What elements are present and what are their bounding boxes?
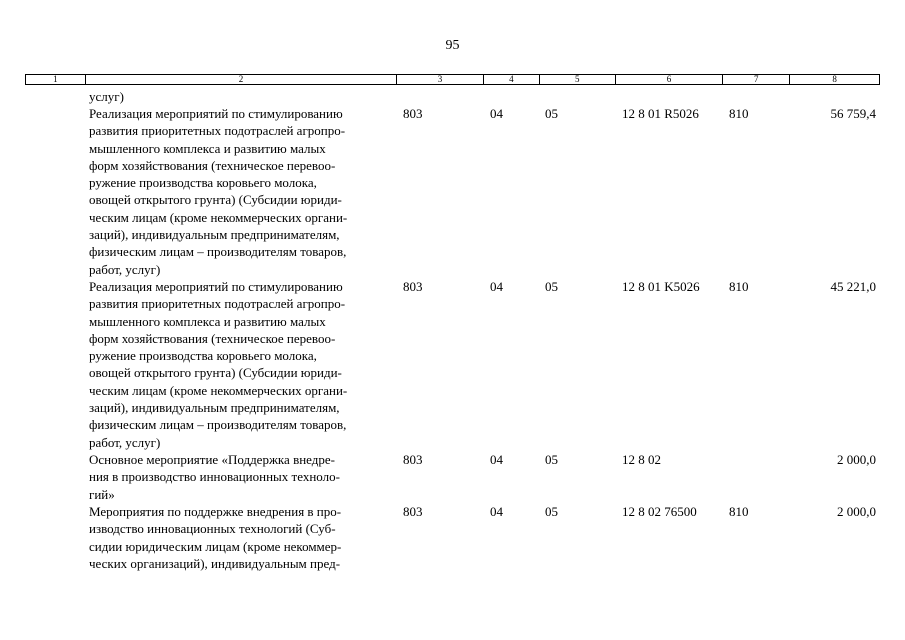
amount-cell: 2 000,0 [837, 452, 876, 467]
expense-type-cell: 810 [729, 106, 749, 121]
description-line: физическим лицам – производителям товаров, [89, 417, 347, 433]
target-article-cell: 12 8 01 K5026 [622, 279, 700, 294]
subsection-code-cell: 05 [545, 452, 558, 467]
section-code-cell: 04 [490, 504, 503, 519]
description-cell [89, 503, 395, 572]
description-line: заций), индивидуальным предпринимателям, [89, 227, 340, 243]
description-line: ния в производство инновационных техноло- [89, 469, 340, 485]
header-col-8: 8 [832, 74, 837, 84]
header-col-4: 4 [484, 75, 540, 84]
description-line: форм хозяйствования (техническое перевоо- [89, 330, 336, 346]
target-article-cell: 12 8 01 R5026 [622, 106, 699, 121]
table-header-row [25, 74, 880, 85]
description-line: ружение производства коровьего молока, [89, 348, 317, 364]
description-line: ческим лицам (кроме некоммерческих органи- [89, 382, 348, 398]
description-line: овощей открытого грунта) (Субсидии юриди- [89, 365, 342, 381]
description-line: форм хозяйствования (техническое перевоо- [89, 157, 336, 173]
description-line: овощей открытого грунта) (Субсидии юриди- [89, 192, 342, 208]
expense-type-cell: 810 [729, 504, 749, 519]
description-line: Реализация мероприятий по стимулированию [89, 279, 343, 294]
expense-type-cell: 810 [729, 279, 749, 294]
description-line: гий» [89, 486, 115, 502]
header-col-7: 7 [723, 75, 790, 84]
ministry-code-cell: 803 [403, 452, 423, 467]
header-col-2: 2 [86, 75, 397, 84]
description-line: заций), индивидуальным предпринимателям, [89, 400, 340, 416]
subsection-code-cell: 05 [545, 279, 558, 294]
header-col-1: 1 [26, 75, 86, 84]
description-line: Реализация мероприятий по стимулированию [89, 106, 343, 121]
description-line: Мероприятия по поддержке внедрения в про- [89, 504, 342, 519]
header-col-6: 6 [616, 75, 724, 84]
description-line: Основное мероприятие «Поддержка внедре- [89, 452, 335, 467]
target-article-cell: 12 8 02 76500 [622, 504, 697, 519]
ministry-code-cell: 803 [403, 106, 423, 121]
description-line: изводство инновационных технологий (Суб- [89, 521, 336, 537]
subsection-code-cell: 05 [545, 504, 558, 519]
page-number: 95 [445, 38, 460, 53]
header-col-5: 5 [540, 75, 616, 84]
description-line: ческим лицам (кроме некоммерческих органи- [89, 209, 348, 225]
description-cell [89, 451, 395, 503]
section-code-cell: 04 [490, 279, 503, 294]
ministry-code-cell: 803 [403, 279, 423, 294]
description-line: работ, услуг) [89, 261, 161, 277]
subsection-code-cell: 05 [545, 106, 558, 121]
description-cell [89, 105, 395, 278]
ministry-code-cell: 803 [403, 504, 423, 519]
description-cell [89, 278, 395, 451]
amount-cell: 56 759,4 [830, 106, 876, 121]
description-line: ружение производства коровьего молока, [89, 175, 317, 191]
header-col-3: 3 [397, 75, 484, 84]
description-line: развития приоритетных подотраслей агропро- [89, 296, 346, 312]
amount-cell: 2 000,0 [837, 504, 876, 519]
amount-cell: 45 221,0 [830, 279, 876, 294]
description-line: услуг) [89, 89, 124, 104]
description-cell [89, 88, 395, 105]
description-line: физическим лицам – производителям товаров, [89, 244, 347, 260]
section-code-cell: 04 [490, 106, 503, 121]
description-line: мышленного комплекса и развитию малых [89, 313, 326, 329]
section-code-cell: 04 [490, 452, 503, 467]
target-article-cell: 12 8 02 [622, 452, 661, 467]
description-line: мышленного комплекса и развитию малых [89, 140, 326, 156]
description-line: работ, услуг) [89, 434, 161, 450]
description-line: развития приоритетных подотраслей агропро- [89, 123, 346, 139]
description-line: сидии юридическим лицам (кроме некоммер- [89, 538, 342, 554]
description-line: ческих организаций), индивидуальным пред- [89, 555, 341, 571]
